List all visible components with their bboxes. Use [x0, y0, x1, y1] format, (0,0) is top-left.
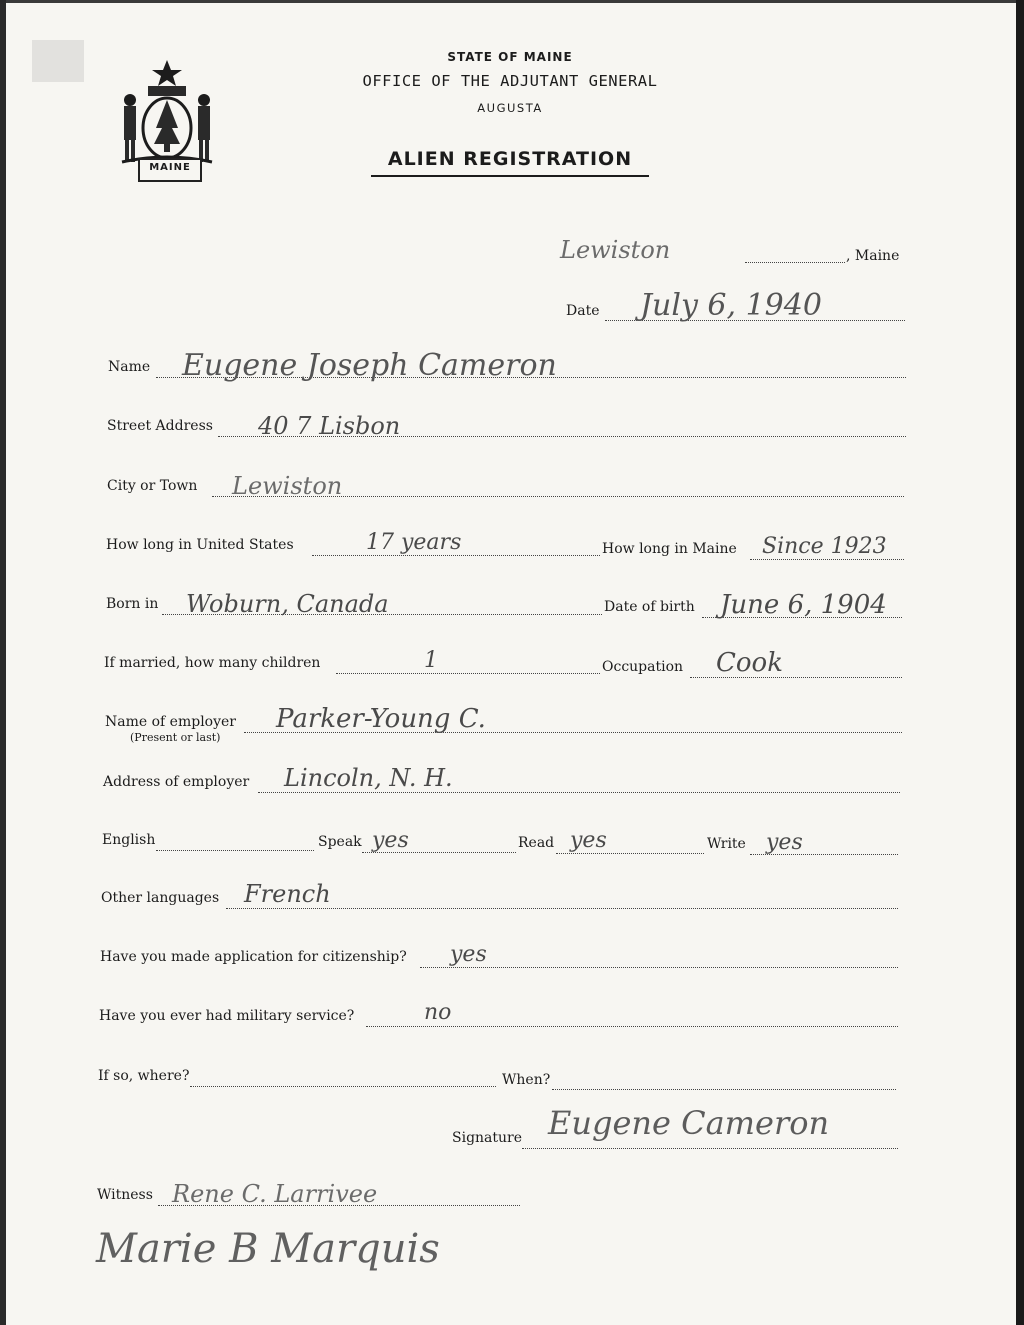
children-label: If married, how many children	[104, 655, 321, 671]
when-dots	[552, 1089, 896, 1090]
read-value: yes	[570, 828, 607, 853]
speak-value: yes	[372, 828, 409, 853]
write-label: Write	[707, 836, 746, 852]
employer-sublabel: (Present or last)	[130, 731, 221, 744]
place-value: Lewiston	[560, 236, 671, 264]
street-value: 40 7 Lisbon	[258, 412, 401, 440]
if-so-where-dots	[190, 1086, 496, 1087]
citizenship-label: Have you made application for citizenship?	[100, 949, 407, 965]
how-long-maine-dots	[750, 559, 904, 560]
city-label: City or Town	[107, 478, 198, 494]
children-value: 1	[424, 648, 438, 673]
street-label: Street Address	[107, 418, 213, 434]
witness-label: Witness	[97, 1187, 153, 1203]
scan-edge-right	[1016, 0, 1024, 1325]
title-underline	[371, 175, 649, 177]
military-label: Have you ever had military service?	[99, 1008, 355, 1024]
state-heading: STATE OF MAINE	[447, 50, 573, 64]
citizenship-dots	[420, 967, 898, 968]
city-value: Lewiston	[232, 472, 343, 500]
how-long-maine-label: How long in Maine	[602, 541, 737, 557]
name-label: Name	[108, 359, 151, 375]
how-long-us-value: 17 years	[366, 530, 462, 555]
how-long-maine-value: Since 1923	[762, 534, 887, 559]
tape-mark	[32, 40, 84, 82]
employer-address-label: Address of employer	[103, 774, 250, 790]
born-in-label: Born in	[106, 596, 159, 612]
occupation-value: Cook	[716, 648, 783, 678]
signature-label: Signature	[452, 1130, 523, 1146]
military-dots	[366, 1026, 898, 1027]
english-label: English	[102, 832, 156, 848]
occupation-label: Occupation	[602, 659, 684, 675]
date-value: July 6, 1940	[640, 288, 822, 323]
employer-value: Parker-Young C.	[276, 704, 486, 734]
place-suffix: , Maine	[846, 248, 900, 264]
how-long-us-dots	[312, 555, 600, 556]
write-value: yes	[766, 830, 803, 855]
read-dots	[556, 853, 704, 854]
how-long-us-label: How long in United States	[106, 537, 294, 553]
if-so-where-label: If so, where?	[98, 1068, 190, 1084]
date-of-birth-label: Date of birth	[604, 599, 695, 615]
scan-edge-left	[0, 0, 6, 1325]
children-dots	[336, 673, 600, 674]
name-value: Eugene Joseph Cameron	[182, 348, 557, 383]
form-title: ALIEN REGISTRATION	[387, 148, 633, 170]
other-languages-value: French	[244, 880, 331, 908]
seal-motto: MAINE	[138, 158, 202, 182]
other-languages-dots	[226, 908, 898, 909]
office-heading: OFFICE OF THE ADJUTANT GENERAL	[362, 72, 658, 90]
speak-label: Speak	[318, 834, 362, 850]
employer-address-dots	[258, 792, 900, 793]
signature-value: Eugene Cameron	[548, 1104, 830, 1142]
other-languages-label: Other languages	[101, 890, 220, 906]
city-heading: AUGUSTA	[477, 101, 543, 115]
date-label: Date	[566, 303, 600, 319]
when-label: When?	[502, 1072, 551, 1088]
scan-edge-top	[0, 0, 1024, 3]
signature-dots	[522, 1148, 898, 1149]
military-value: no	[424, 1000, 452, 1025]
employer-label: Name of employer	[105, 714, 236, 730]
employer-address-value: Lincoln, N. H.	[284, 764, 453, 792]
place-dots	[745, 262, 845, 263]
second-witness-signature: Marie B Marquis	[96, 1226, 440, 1272]
born-in-value: Woburn, Canada	[186, 590, 389, 618]
english-dots	[156, 850, 314, 851]
read-label: Read	[518, 835, 555, 851]
citizenship-value: yes	[450, 942, 487, 967]
witness-value: Rene C. Larrivee	[172, 1180, 378, 1208]
date-of-birth-value: June 6, 1904	[720, 590, 887, 620]
